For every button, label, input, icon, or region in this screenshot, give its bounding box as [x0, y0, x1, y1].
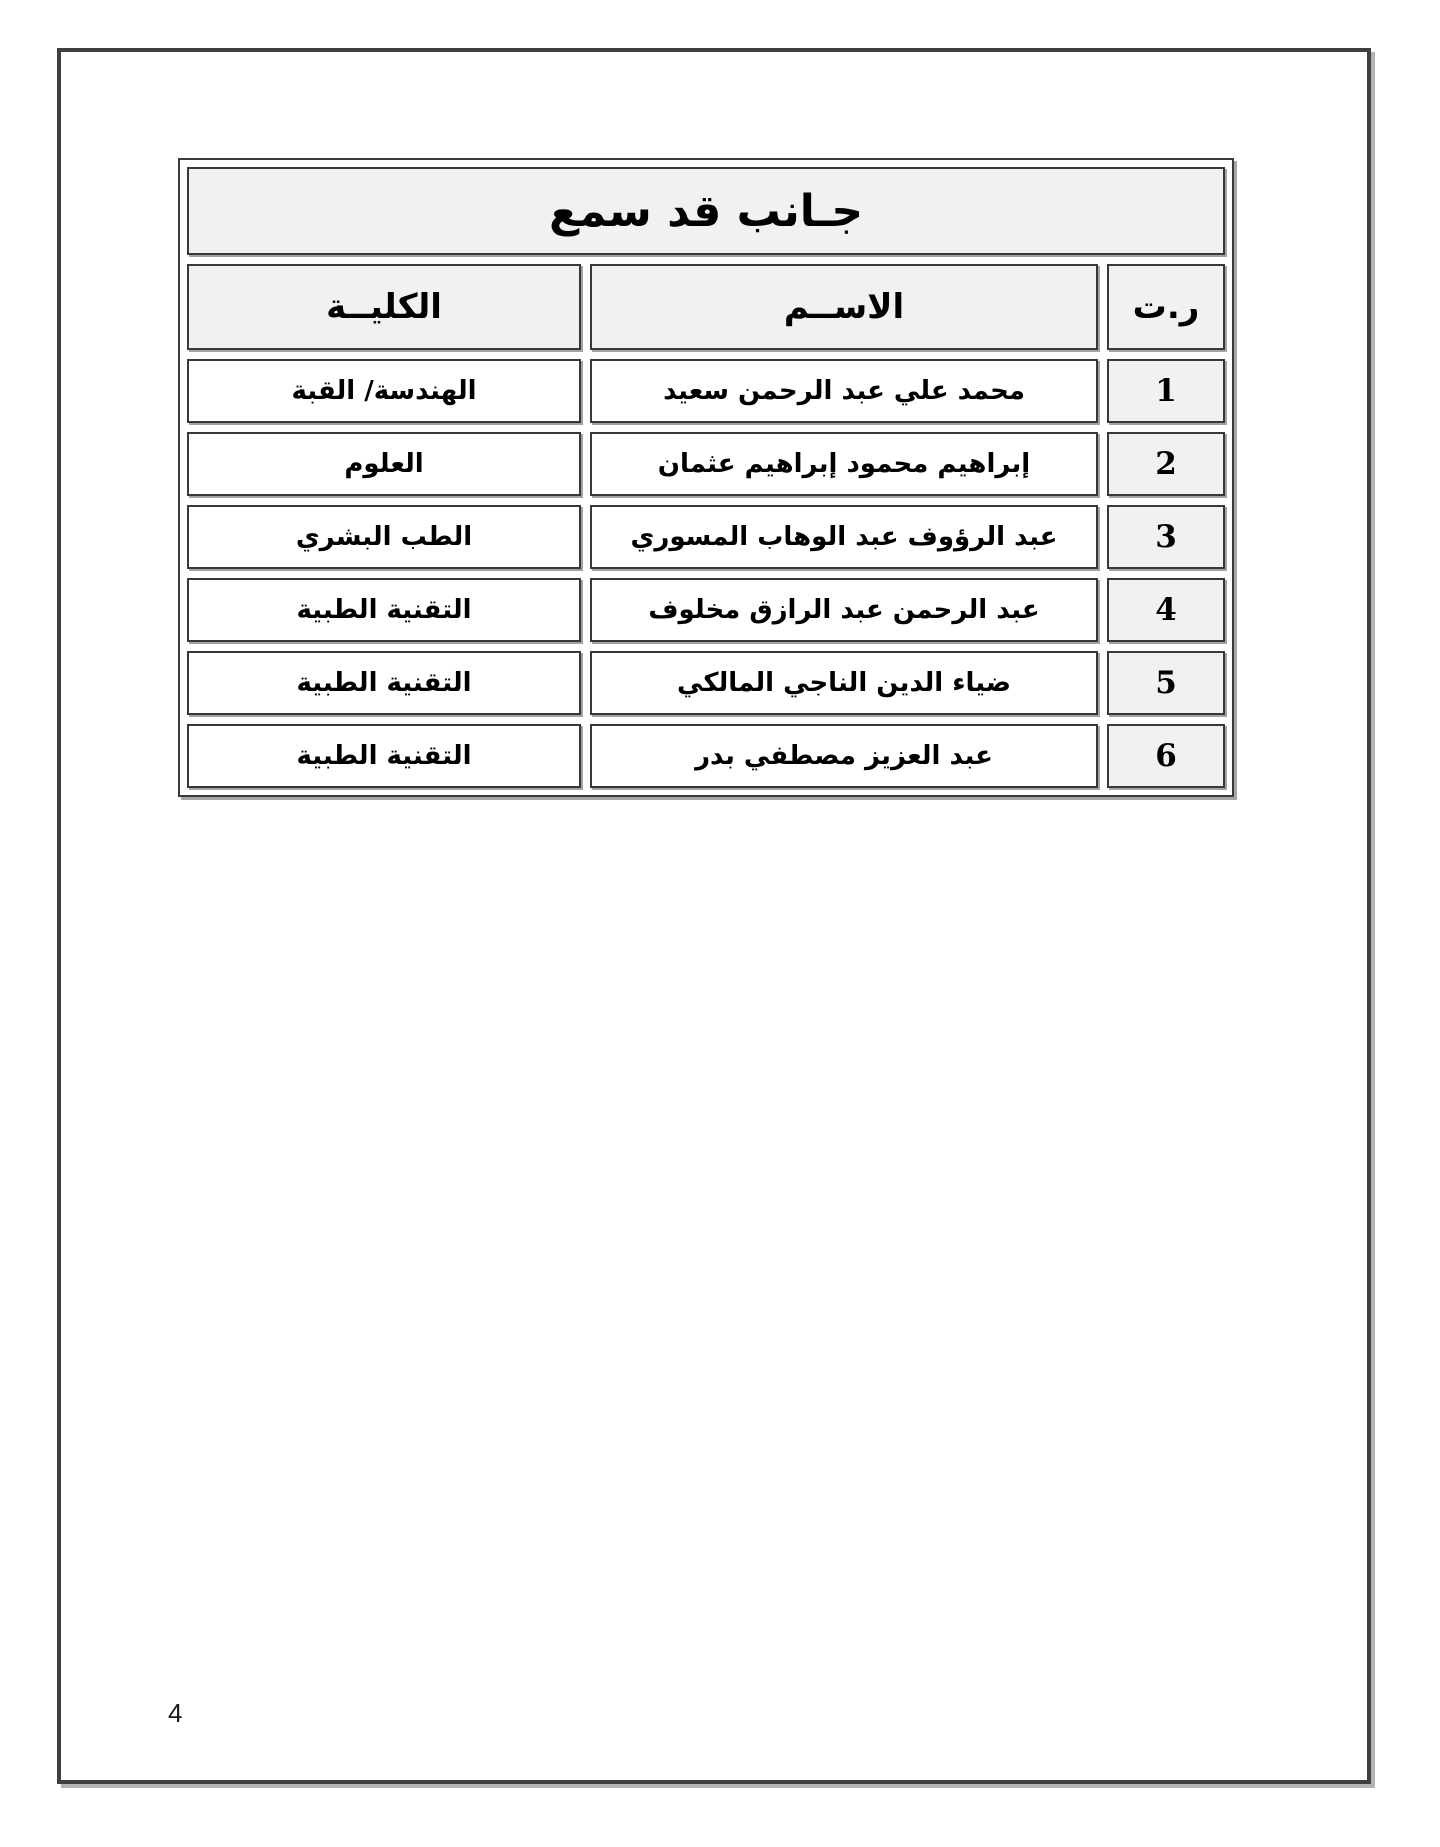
table-header-row: [187, 264, 1225, 350]
row-index: 1: [1107, 359, 1225, 423]
table-title-row: [187, 167, 1225, 255]
row-name: عبد الرؤوف عبد الوهاب المسوري: [590, 505, 1098, 569]
row-college: الطب البشري: [187, 505, 581, 569]
table-row: [187, 359, 1225, 423]
row-college: التقنية الطبية: [187, 651, 581, 715]
row-name: عبد العزيز مصطفي بدر: [590, 724, 1098, 788]
row-college: التقنية الطبية: [187, 724, 581, 788]
row-index: 5: [1107, 651, 1225, 715]
row-college: الهندسة/ القبة: [187, 359, 581, 423]
table-row: [187, 505, 1225, 569]
row-name: إبراهيم محمود إبراهيم عثمان: [590, 432, 1098, 496]
row-college: التقنية الطبية: [187, 578, 581, 642]
students-table: [178, 158, 1234, 797]
column-header-index: ر.ت: [1107, 264, 1225, 350]
row-name: عبد الرحمن عبد الرازق مخلوف: [590, 578, 1098, 642]
table-row: [187, 724, 1225, 788]
page-number: 4: [168, 1698, 183, 1728]
row-college: العلوم: [187, 432, 581, 496]
column-header-name: الاســم: [590, 264, 1098, 350]
table-row: [187, 432, 1225, 496]
table-title: جـانب قد سمع: [187, 167, 1225, 255]
row-index: 6: [1107, 724, 1225, 788]
row-name: ضياء الدين الناجي المالكي: [590, 651, 1098, 715]
table-row: [187, 578, 1225, 642]
row-index: 4: [1107, 578, 1225, 642]
row-name: محمد علي عبد الرحمن سعيد: [590, 359, 1098, 423]
column-header-college: الكليــة: [187, 264, 581, 350]
row-index: 3: [1107, 505, 1225, 569]
table-row: [187, 651, 1225, 715]
row-index: 2: [1107, 432, 1225, 496]
